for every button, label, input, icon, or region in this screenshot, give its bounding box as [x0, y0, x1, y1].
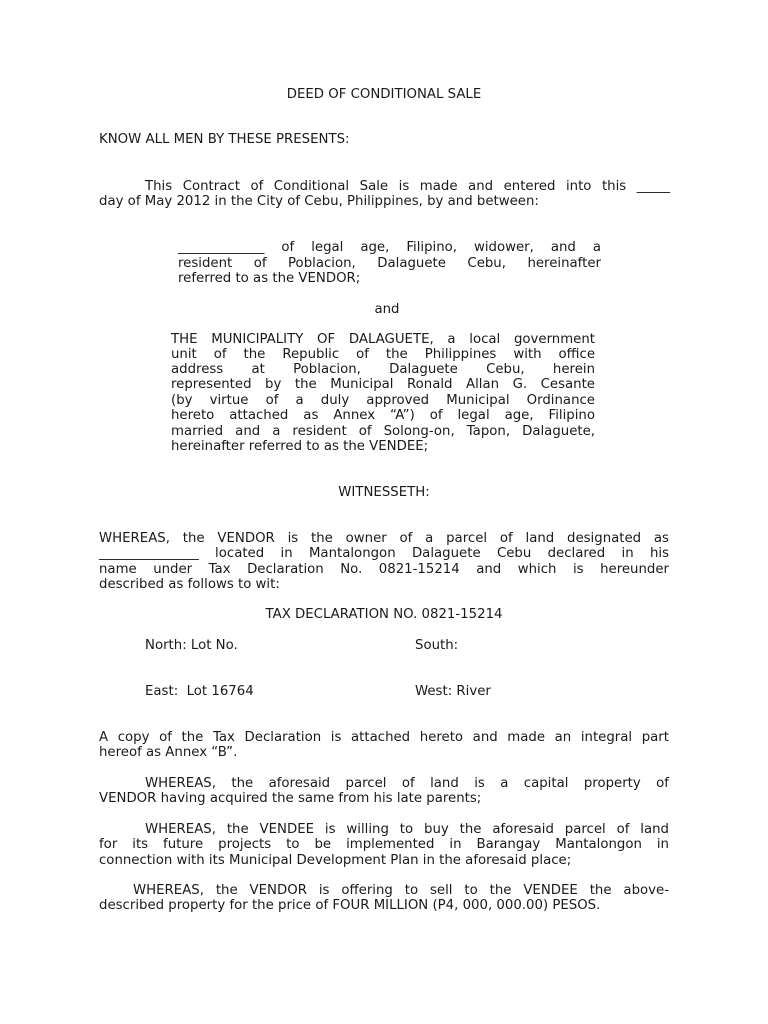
whereas-line: WHEREAS, the VENDEE is willing to buy the aforesaid parcel of land [145, 822, 669, 837]
vendor-party-line: resident of Poblacion, Dalaguete Cebu, hereinafter [178, 256, 601, 271]
boundary-west: West: River [415, 684, 491, 699]
witnesseth-heading: WITNESSETH: [338, 485, 430, 500]
vendee-party-line: married and a resident of Solong-on, Tapon, Dalaguete, [171, 424, 595, 439]
document-title: DEED OF CONDITIONAL SALE [286, 87, 482, 102]
intro-line: This Contract of Conditional Sale is made and entered into this _____ [145, 179, 670, 194]
boundary-north: North: Lot No. [145, 638, 238, 653]
boundary-south: South: [415, 638, 459, 653]
and-connector: and [374, 302, 400, 317]
vendee-party-line: hereinafter referred to as the VENDEE; [171, 439, 429, 454]
salutation: KNOW ALL MEN BY THESE PRESENTS: [99, 132, 350, 147]
whereas-line: WHEREAS, the VENDOR is the owner of a parcel of land designated as [99, 531, 669, 546]
vendee-party-line: (by virtue of a duly approved Municipal Ordinance [171, 393, 595, 408]
vendor-party-line: _____________ of legal age, Filipino, widower, and a [178, 240, 601, 255]
whereas-line: connection with its Municipal Development Plan in the aforesaid place; [99, 853, 572, 868]
intro-line: day of May 2012 in the City of Cebu, Philippines, by and between: [99, 194, 539, 209]
vendee-party-line: THE MUNICIPALITY OF DALAGUETE, a local government [171, 332, 595, 347]
boundary-east: East: Lot 16764 [145, 684, 254, 699]
annex-line: hereof as Annex “B”. [99, 745, 238, 760]
vendee-party-line: represented by the Municipal Ronald Allan G. Cesante [171, 377, 595, 392]
vendee-party-line: address at Poblacion, Dalaguete Cebu, herein [171, 362, 595, 377]
tax-declaration-heading: TAX DECLARATION NO. 0821-15214 [265, 607, 503, 622]
whereas-line: for its future projects to be implemented in Barangay Mantalongon in [99, 837, 669, 852]
whereas-line: name under Tax Declaration No. 0821-15214 and which is hereunder [99, 562, 669, 577]
whereas-line: WHEREAS, the aforesaid parcel of land is a capital property of [145, 776, 669, 791]
vendee-party-line: unit of the Republic of the Philippines with office [171, 347, 595, 362]
whereas-line: WHEREAS, the VENDOR is offering to sell to the VENDEE the above- [133, 883, 669, 898]
vendee-party-line: hereto attached as Annex “A”) of legal age, Filipino [171, 408, 595, 423]
whereas-line: VENDOR having acquired the same from his late parents; [99, 791, 482, 806]
whereas-line: described as follows to wit: [99, 577, 280, 592]
whereas-line: _______________ located in Mantalongon Dalaguete Cebu declared in his [99, 546, 669, 561]
whereas-line: described property for the price of FOUR MILLION (P4, 000, 000.00) PESOS. [99, 898, 601, 913]
annex-line: A copy of the Tax Declaration is attached hereto and made an integral part [99, 730, 669, 745]
vendor-party-line: referred to as the VENDOR; [178, 271, 361, 286]
